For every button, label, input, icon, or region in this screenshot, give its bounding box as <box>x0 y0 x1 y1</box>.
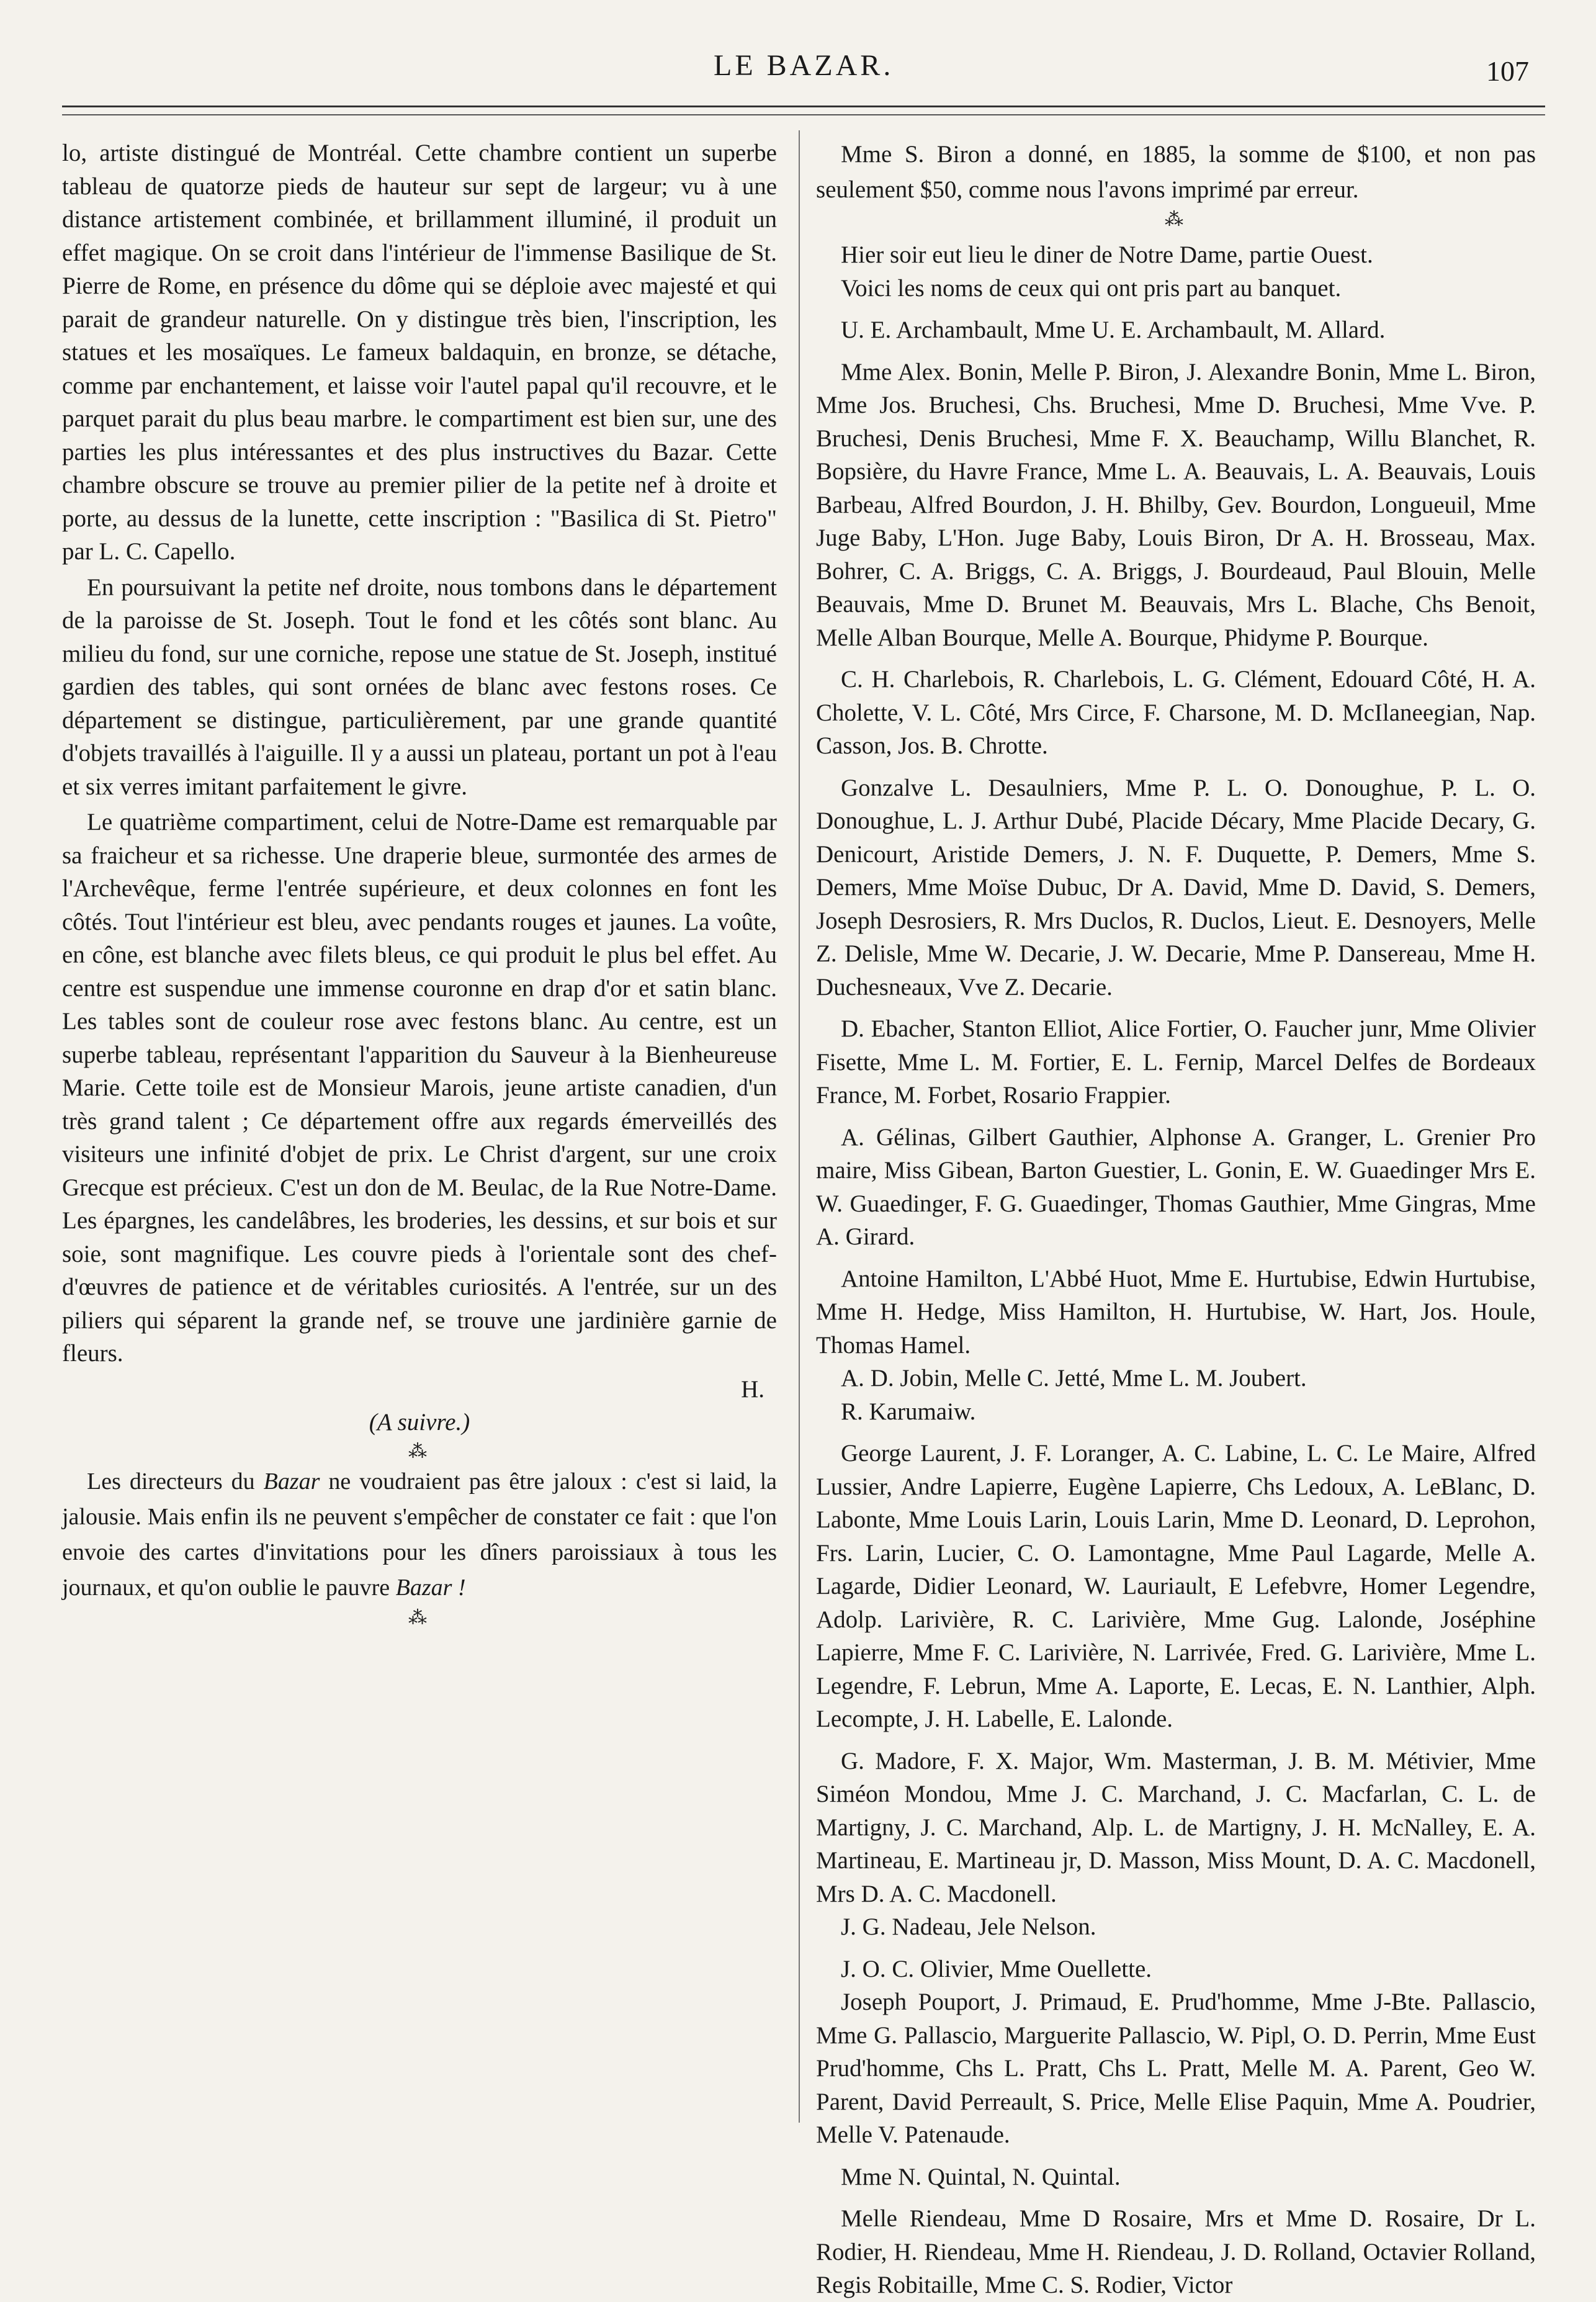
publication-title: LE BAZAR. <box>714 49 894 82</box>
header-rule-secondary <box>62 114 1545 115</box>
directors-note <box>62 1464 777 1606</box>
dinner-intro-line: Hier soir eut lieu le diner de Notre Dame, partie Ouest. <box>841 241 1373 268</box>
guest-name-group: George Laurent, J. F. Loranger, A. C. Labine, L. C. Le Maire, Alfred Lussier, Andre Lapierre, Eugène Lapierre, Chs Ledoux, A. LeBlanc, D. Labonte, Mme Louis Larin, Louis Larin, Mme D. Leonard, D. Leprohon, Frs. Larin, Lucier, C. O. Lamontagne, Mme Paul Lagarde, Melle A. Lagarde, Didier Leonard, W. Lauriault, E Lefebvre, Homer Legendre, Adolp. Larivière, R. C. Larivière, Mme Gug. Lalonde, Joséphine Lapierre, Mme F. C. Larivière, N. Larrivée, Fred. G. Larivière, Mme L. Legendre, F. Lebrun, Mme A. Laporte, E. Lecas, E. N. Lanthier, Alph. Lecompte, J. H. Labelle, E. Lalonde. <box>816 1440 1536 1732</box>
guest-name-group: A. Gélinas, Gilbert Gauthier, Alphonse A. Granger, L. Grenier Pro maire, Miss Gibean, Barton Guestier, L. Gonin, E. W. Guaedinger Mrs E. W. Guaedinger, F. G. Guaedinger, Thomas Gauthier, Mme Gingras, Mme A. Girard. <box>816 1123 1536 1250</box>
section-separator: ⁂ <box>1165 209 1187 230</box>
guest-name-group: A. D. Jobin, Melle C. Jetté, Mme L. M. Joubert. <box>841 1365 1307 1392</box>
guest-name-group: D. Ebacher, Stanton Elliot, Alice Fortier, O. Faucher junr, Mme Olivier Fisette, Mme L. M. Fortier, E. L. Fernip, Marcel Delfes de Bordeaux France, M. Forbet, Rosario Frappier. <box>816 1015 1536 1108</box>
guest-name-group: Antoine Hamilton, L'Abbé Huot, Mme E. Hurtubise, Edwin Hurtubise, Mme H. Hedge, Miss Hamilton, H. Hurtubise, W. Hart, Jos. Houle, Thomas Hamel. <box>816 1265 1536 1359</box>
right-column <box>816 137 1536 2302</box>
article-paragraph: Le quatrième compartiment, celui de Notre-Dame est remarquable par sa fraicheur et sa richesse. Une draperie bleue, surmontée des armes de l'Archevêque, ferme l'entrée supérieure, et deux colonnes en font les côtés. Tout l'intérieur est bleu, avec pendants rouges et jaunes. La voûte, en cône, est blanche avec filets bleus, ce qui produit le plus bel effet. Au centre est suspendue une immense couronne en drap d'or et satin blanc. Les tables sont de couleur rose avec festons blanc. Au centre, est un superbe tableau, représentant l'apparition du Sauveur à la Bienheureuse Marie. Cette toile est de Monsieur Marois, jeune artiste canadien, d'un très grand talent ; Ce département offre aux regards émerveillés des visiteurs une infinité d'objet de prix. Le Christ d'argent, sur une croix Grecque est précieux. C'est un don de M. Beulac, de la Rue Notre-Dame. Les épargnes, les candelâbres, les broderies, les dessins, et sur bois et sur soie, sont magnifique. Les couvre pieds à l'orientale sont des chef-d'œuvres de patience et de véritables curiosités. A l'entrée, sur un des piliers qui séparent la grande nef, se trouve une jardinière garnie de fleurs. <box>62 809 777 1367</box>
section-separator: ⁂ <box>408 1607 431 1628</box>
left-column <box>62 137 777 1630</box>
article-paragraph: lo, artiste distingué de Montréal. Cette chambre contient un superbe tableau de quatorze pieds de hauteur sur sept de largeur; vu à une distance artistement combinée, et brillamment illuminé, il produit un effet magique. On se croit dans l'intérieur de l'immense Basilique de St. Pierre de Rome, en présence du dôme qui se déploie avec majesté et qui parait de grandeur naturelle. On y distingue très bien, l'inscription, les statues et les mosaïques. Le fameux baldaquin, en bronze, se détache, comme par enchantement, et laisse voir l'autel papal qu'il recouvre, et le parquet parait du plus beau marbre. le compartiment est bien sur, une des parties les plus intéressantes et des plus instructives du Bazar. Cette chambre obscure se trouve au premier pilier de la petite nef à droite et porte, au dessus de la lunette, cette inscription : "Basilica di St. Pietro" par L. C. Capello. <box>62 140 777 565</box>
author-signature: H. <box>741 1375 764 1403</box>
header-rule <box>62 106 1545 107</box>
guest-name-group: R. Karumaiw. <box>841 1398 976 1425</box>
guest-name-group: U. E. Archambault, Mme U. E. Archambault, M. Allard. <box>841 317 1386 343</box>
guest-name-group: G. Madore, F. X. Major, Wm. Masterman, J. B. M. Métivier, Mme Siméon Mondou, Mme J. C. Marchand, J. C. Macfarlan, C. L. de Martigny, J. C. Marchand, Alp. L. de Martigny, J. H. McNalley, E. A. Martineau, E. Martineau jr, D. Masson, Miss Mount, D. A. C. Macdonell, Mrs D. A. C. Macdonell. <box>816 1747 1536 1907</box>
guest-name-group: J. G. Nadeau, Jele Nelson. <box>841 1913 1096 1940</box>
guest-name-group: Joseph Pouport, J. Primaud, E. Prud'homme, Mme J-Bte. Pallascio, Mme G. Pallascio, Marguerite Pallascio, W. Pipl, O. D. Perrin, Mme Eust Prud'homme, Chs L. Pratt, Chs L. Pratt, Melle M. A. Parent, Geo W. Parent, David Perreault, S. Price, Melle Elise Paquin, Mme A. Poudrier, Melle V. Patenaude. <box>816 1989 1536 2148</box>
guest-name-group: C. H. Charlebois, R. Charlebois, L. G. Clément, Edouard Côté, H. A. Cholette, V. L. Côté, Mrs Circe, F. Charsone, M. D. McIlaneegian, Nap. Casson, Jos. B. Chrotte. <box>816 666 1536 759</box>
to-be-continued: (A suivre.) <box>369 1409 470 1436</box>
guest-name-group: J. O. C. Olivier, Mme Ouellette. <box>841 1955 1152 1982</box>
bazar-name: Bazar <box>263 1468 320 1495</box>
section-separator: ⁂ <box>408 1441 431 1462</box>
dinner-intro-line: Voici les noms de ceux qui ont pris part au banquet. <box>841 274 1342 302</box>
article-paragraph: En poursuivant la petite nef droite, nous tombons dans le département de la paroisse de St. Joseph. Tout le fond et les côtés sont blanc. Au milieu du fond, sur une corniche, repose une statue de St. Joseph, institué gardien des tables, qui sont ornées de blanc avec festons roses. Ce département se distingue, particulièrement, par une grande quantité d'objets travaillés à l'aiguille. Il y a aussi un plateau, portant un pot à l'eau et six verres imitant parfaitement le givre. <box>62 573 777 800</box>
page-header <box>0 48 1596 98</box>
guest-name-group: Gonzalve L. Desaulniers, Mme P. L. O. Donoughue, P. L. O. Donoughue, L. J. Arthur Dubé, Placide Décary, Mme Placide Decary, G. Denicourt, Aristide Demers, J. N. F. Duquette, P. Demers, Mme S. Demers, Mme Moïse Dubuc, Dr A. David, Mme D. David, S. Demers, Joseph Desrosiers, R. Mrs Duclos, R. Duclos, Lieut. E. Desnoyers, Melle Z. Delisle, Mme W. Decarie, J. W. Decarie, Mme P. Dansereau, Mme H. Duchesneaux, Vve Z. Decarie. <box>816 774 1536 1000</box>
directors-note-text: Les directeurs du <box>87 1468 264 1495</box>
directors-note-text: ne voudraient pas être jaloux : c'est si laid, la jalousie. Mais enfin ils ne peuvent s'empêcher de constater ce fait : que l'on envoie des cartes d'invitations pour les dîners paroissiaux à tous les journaux, et qu'on oublie le pauvre <box>62 1468 777 1601</box>
guest-name-group: Melle Riendeau, Mme D Rosaire, Mrs et Mme D. Rosaire, Dr L. Rodier, H. Riendeau, Mme H. Riendeau, J. D. Rolland, Octavier Rolland, Regis Robitaille, Mme C. S. Rodier, Victor <box>816 2205 1536 2298</box>
guest-name-group: Mme N. Quintal, N. Quintal. <box>841 2163 1121 2190</box>
page-number: 107 <box>1486 55 1529 87</box>
correction-notice: Mme S. Biron a donné, en 1885, la somme de $100, et non pas seulement $50, comme nous l'avons imprimé par erreur. <box>816 141 1536 203</box>
guest-name-group: Mme Alex. Bonin, Melle P. Biron, J. Alexandre Bonin, Mme L. Biron, Mme Jos. Bruchesi, Chs. Bruchesi, Mme D. Bruchesi, Mme Vve. P. Bruchesi, Denis Bruchesi, Mme F. X. Beauchamp, Willu Blanchet, R. Bopsière, du Havre France, Mme L. A. Beauvais, L. A. Beauvais, Louis Barbeau, Alfred Bourdon, J. H. Bhilby, Gev. Bourdon, Longueuil, Mme Juge Baby, L'Hon. Juge Baby, Louis Biron, Dr A. H. Brosseau, Max. Bohrer, C. A. Briggs, C. A. Briggs, J. Bourdeaud, Paul Blouin, Melle Beauvais, Mme D. Brunet M. Beauvais, Mrs L. Blache, Chs Benoit, Melle Alban Bourque, Melle A. Bourque, Phidyme P. Bourque. <box>816 358 1536 651</box>
column-divider <box>799 130 800 2123</box>
bazar-name: Bazar ! <box>395 1574 466 1601</box>
